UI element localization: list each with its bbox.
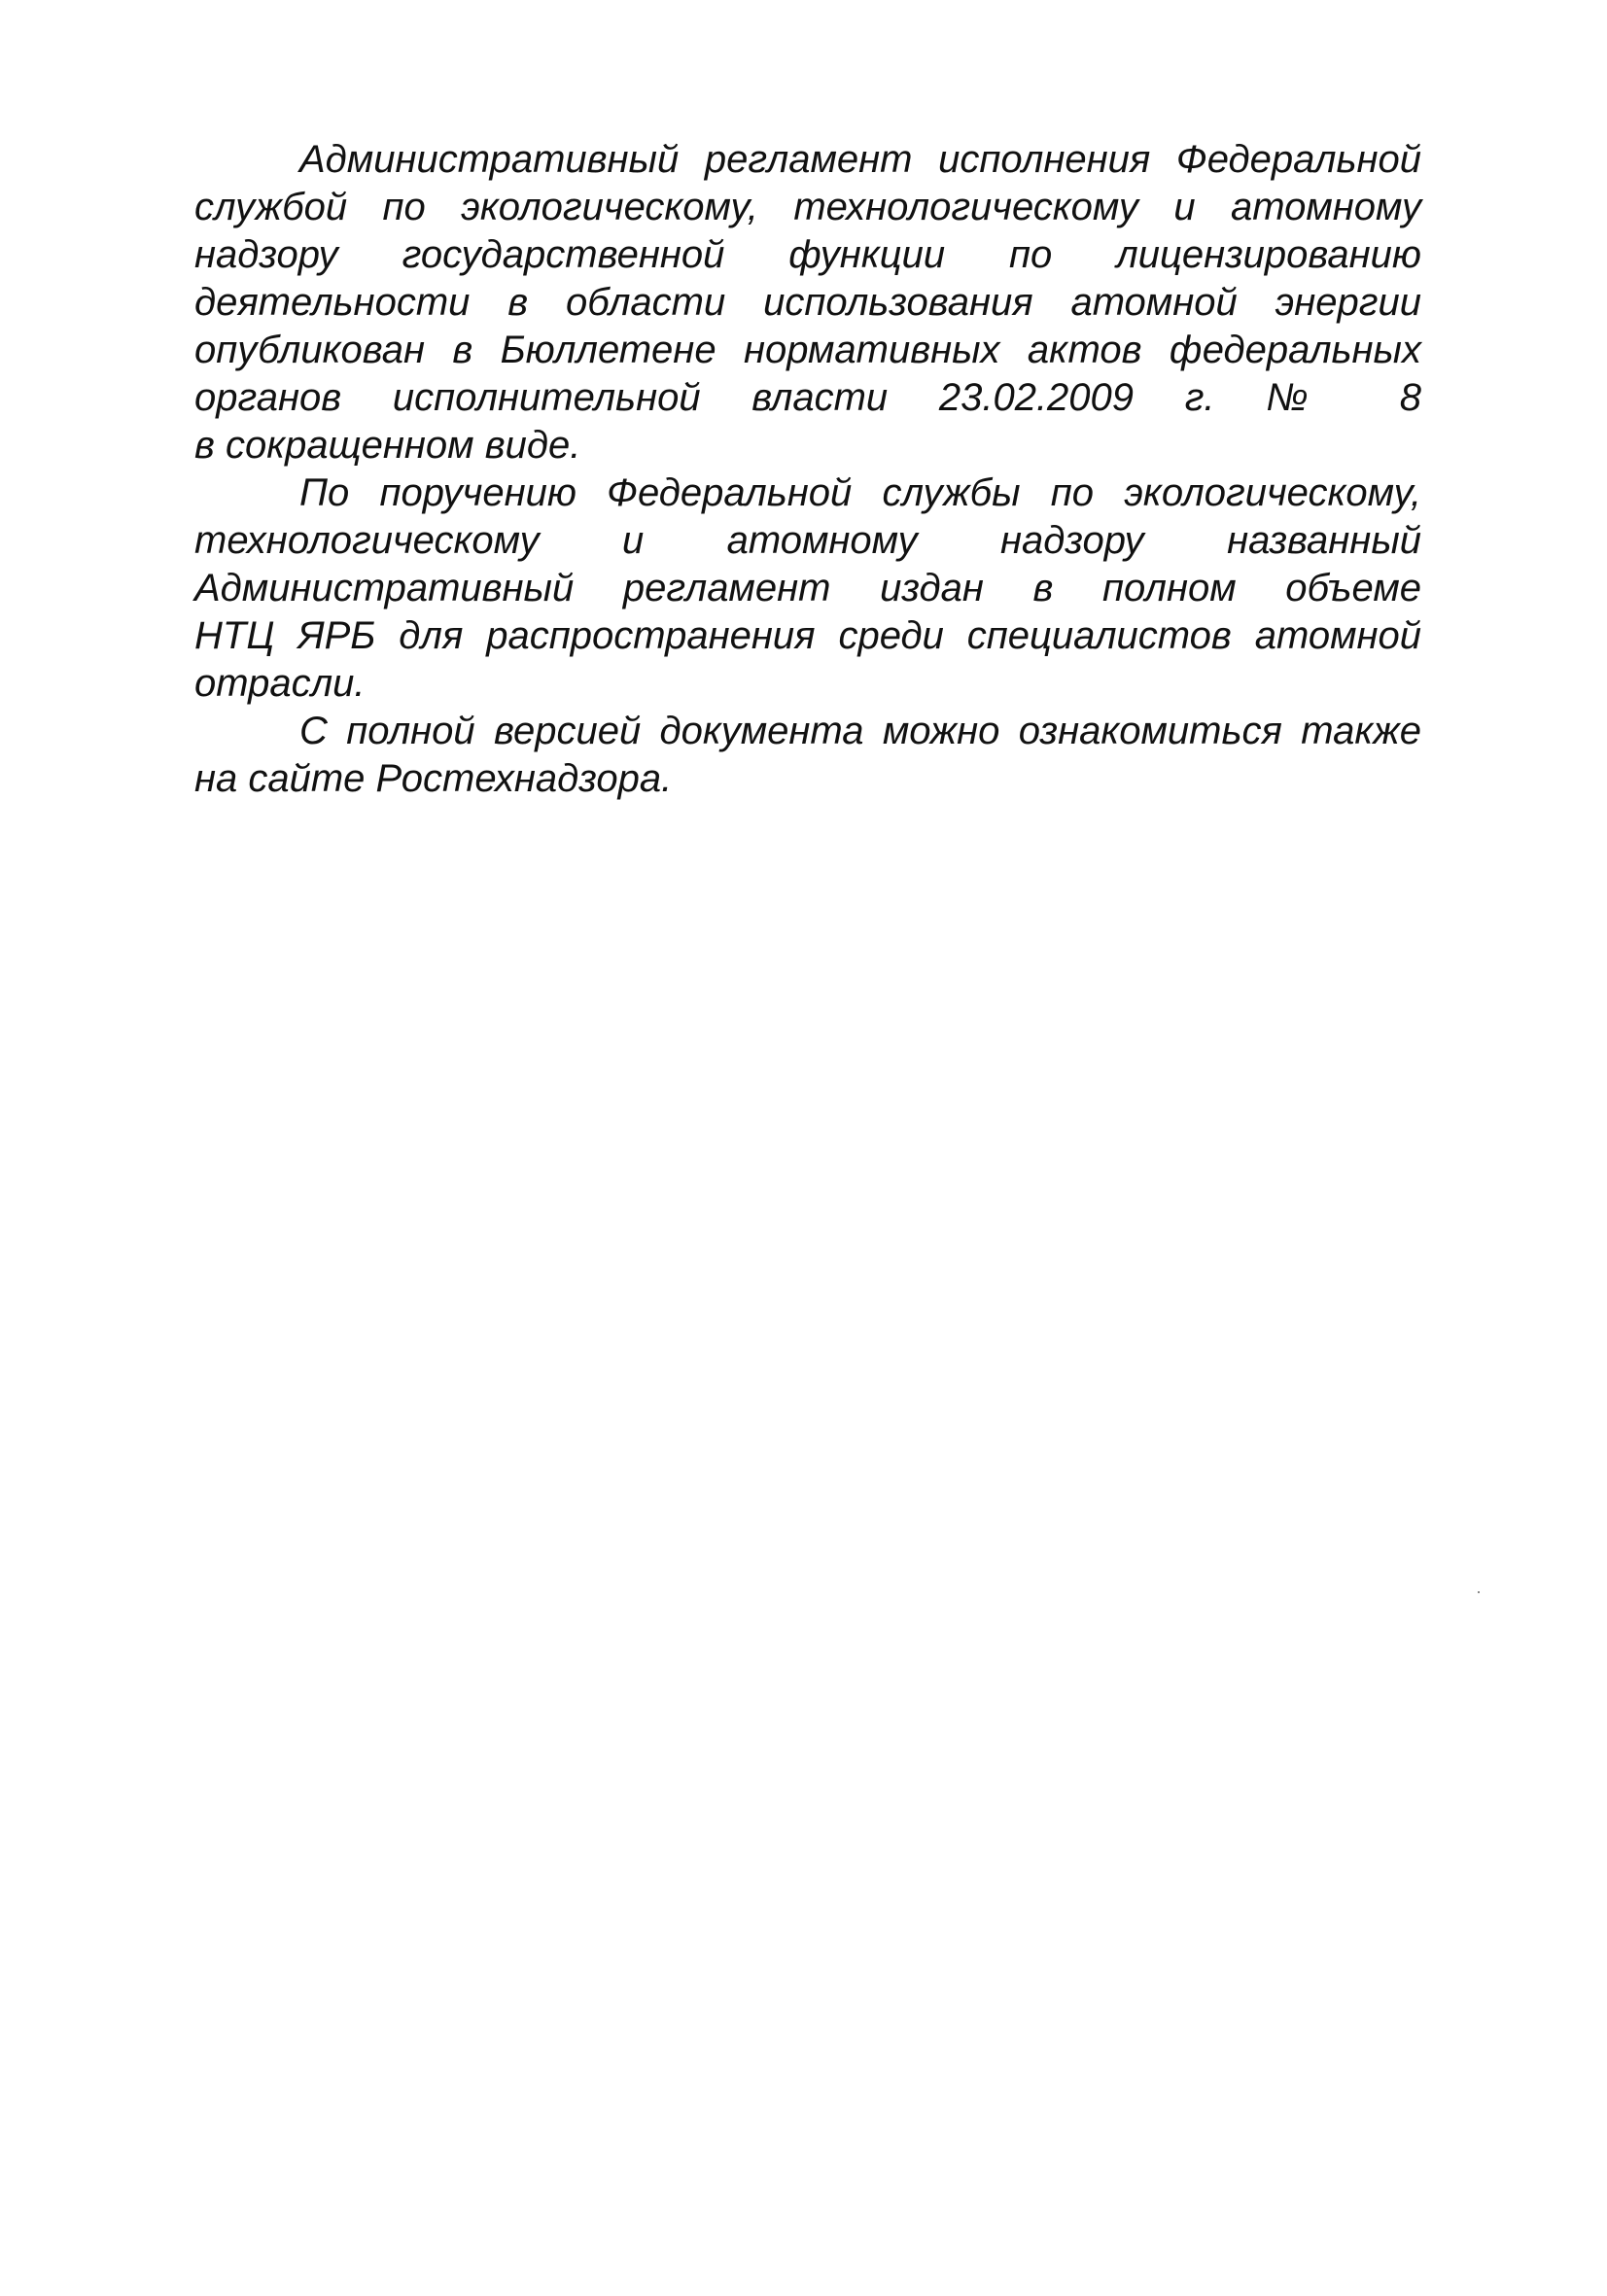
scan-speck bbox=[1478, 1591, 1480, 1593]
text-line: НТЦ ЯРБ для распространения среди специалистов атомной bbox=[194, 614, 1421, 657]
text-line: надзору государственной функции по лицензированию bbox=[194, 233, 1421, 276]
text-line: Административный регламент издан в полном объеме bbox=[194, 567, 1421, 609]
text-line: в сокращенном виде. bbox=[194, 424, 581, 467]
text-line: деятельности в области использования атомной энергии bbox=[194, 281, 1421, 324]
paragraph-website-notice bbox=[194, 708, 1421, 803]
document-body bbox=[194, 136, 1421, 803]
text-line: технологическому и атомному надзору названный bbox=[194, 519, 1421, 562]
text-line: По поручению Федеральной службы по экологическому, bbox=[299, 471, 1421, 514]
paragraph-publication-notice bbox=[194, 136, 1421, 470]
text-line: отрасли. bbox=[194, 662, 366, 705]
text-line: службой по экологическому, технологическому и атомному bbox=[194, 186, 1421, 228]
text-line: органов исполнительной власти 23.02.2009 г. № 8 bbox=[194, 376, 1421, 419]
text-line: С полной версией документа можно ознакомиться также bbox=[299, 710, 1421, 752]
text-line: опубликован в Бюллетене нормативных актов федеральных bbox=[194, 329, 1421, 371]
paragraph-edition-notice bbox=[194, 470, 1421, 708]
text-line: Административный регламент исполнения Федеральной bbox=[299, 138, 1421, 181]
text-line: на сайте Ростехнадзора. bbox=[194, 757, 673, 800]
